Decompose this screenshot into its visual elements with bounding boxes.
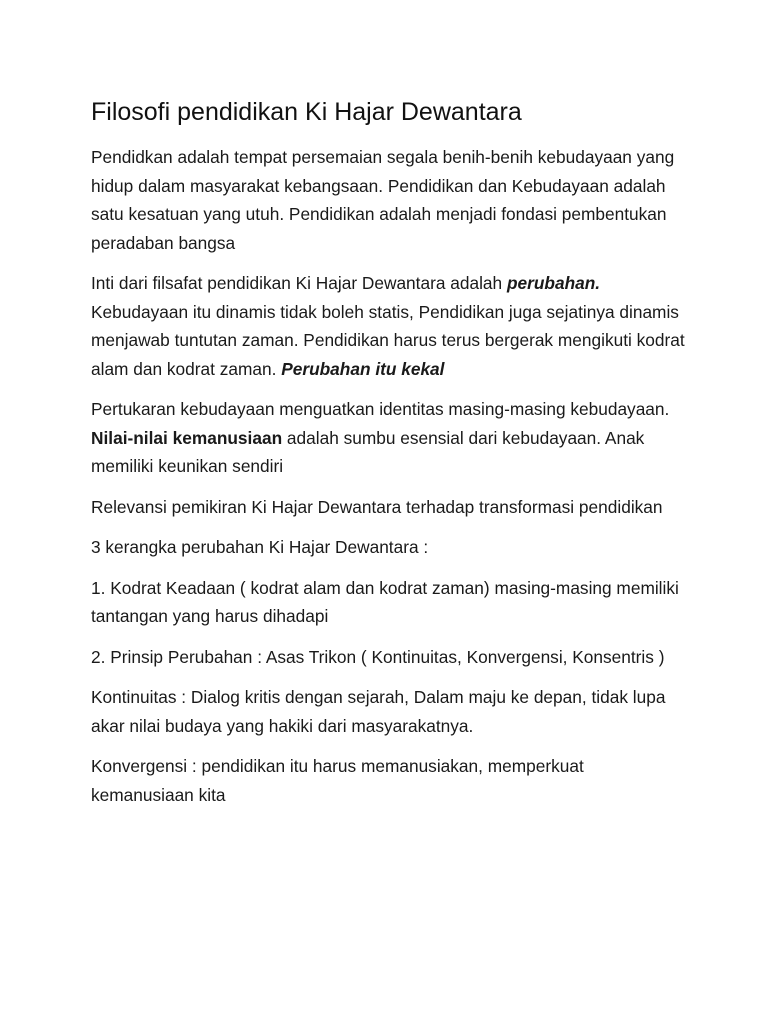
text-segment: adalah sumbu esensial dari kebudayaan. Anak memiliki keunikan sendiri bbox=[91, 427, 645, 476]
text-segment: Pendidkan adalah tempat persemaian segala benih-benih kebudayaan yang hidup dalam masyarakat kebangsaan. Pendidikan dan Kebudayaan adalah satu kesatuan yang utuh. Pendidikan adalah menjadi fondasi pembentukan peradaban bangsa bbox=[91, 147, 675, 253]
emphasis-perubahan-itu-kekal: Perubahan itu kekal bbox=[281, 358, 445, 379]
text-segment: Konvergensi : pendidikan itu harus memanusiakan, memperkuat kemanusiaan kita bbox=[91, 756, 584, 805]
list-item-kodrat-keadaan bbox=[91, 574, 691, 631]
paragraph-pertukaran-kebudayaan bbox=[91, 395, 691, 481]
text-segment: 2. Prinsip Perubahan : Asas Trikon ( Kontinuitas, Konvergensi, Konsentris ) bbox=[91, 646, 665, 667]
paragraph-kontinuitas bbox=[91, 683, 691, 740]
text-segment: Pertukaran kebudayaan menguatkan identitas masing-masing kebudayaan. bbox=[91, 399, 670, 419]
text-segment: Kontinuitas : Dialog kritis dengan sejarah, Dalam maju ke depan, tidak lupa akar nilai budaya yang hakiki dari masyarakatnya. bbox=[91, 687, 666, 736]
list-item-prinsip-perubahan bbox=[91, 643, 691, 672]
text-segment: Relevansi pemikiran Ki Hajar Dewantara terhadap transformasi pendidikan bbox=[91, 496, 663, 517]
emphasis-perubahan: perubahan. bbox=[506, 273, 601, 293]
paragraph-relevansi bbox=[91, 493, 691, 522]
paragraph-pendidikan-definition bbox=[91, 143, 691, 257]
document-body bbox=[91, 94, 691, 821]
document-title: Filosofi pendidikan Ki Hajar Dewantara bbox=[91, 98, 522, 126]
paragraph-konvergensi bbox=[91, 752, 691, 809]
text-segment: Kebudayaan itu dinamis tidak boleh statis, Pendidikan juga sejatinya dinamis menjawab tuntutan zaman. Pendidikan harus terus bergerak mengikuti kodrat alam dan kodrat zaman. bbox=[91, 301, 685, 379]
text-segment: Inti dari filsafat pendidikan Ki Hajar Dewantara adalah bbox=[91, 273, 507, 293]
text-segment: 3 kerangka perubahan Ki Hajar Dewantara : bbox=[91, 537, 429, 557]
text-segment: 1. Kodrat Keadaan ( kodrat alam dan kodrat zaman) masing-masing memiliki tantangan yang harus dihadapi bbox=[91, 577, 679, 626]
emphasis-nilai-kemanusiaan: Nilai-nilai kemanusiaan bbox=[91, 427, 283, 448]
paragraph-inti-filsafat bbox=[91, 269, 691, 383]
paragraph-kerangka-heading bbox=[91, 533, 691, 562]
